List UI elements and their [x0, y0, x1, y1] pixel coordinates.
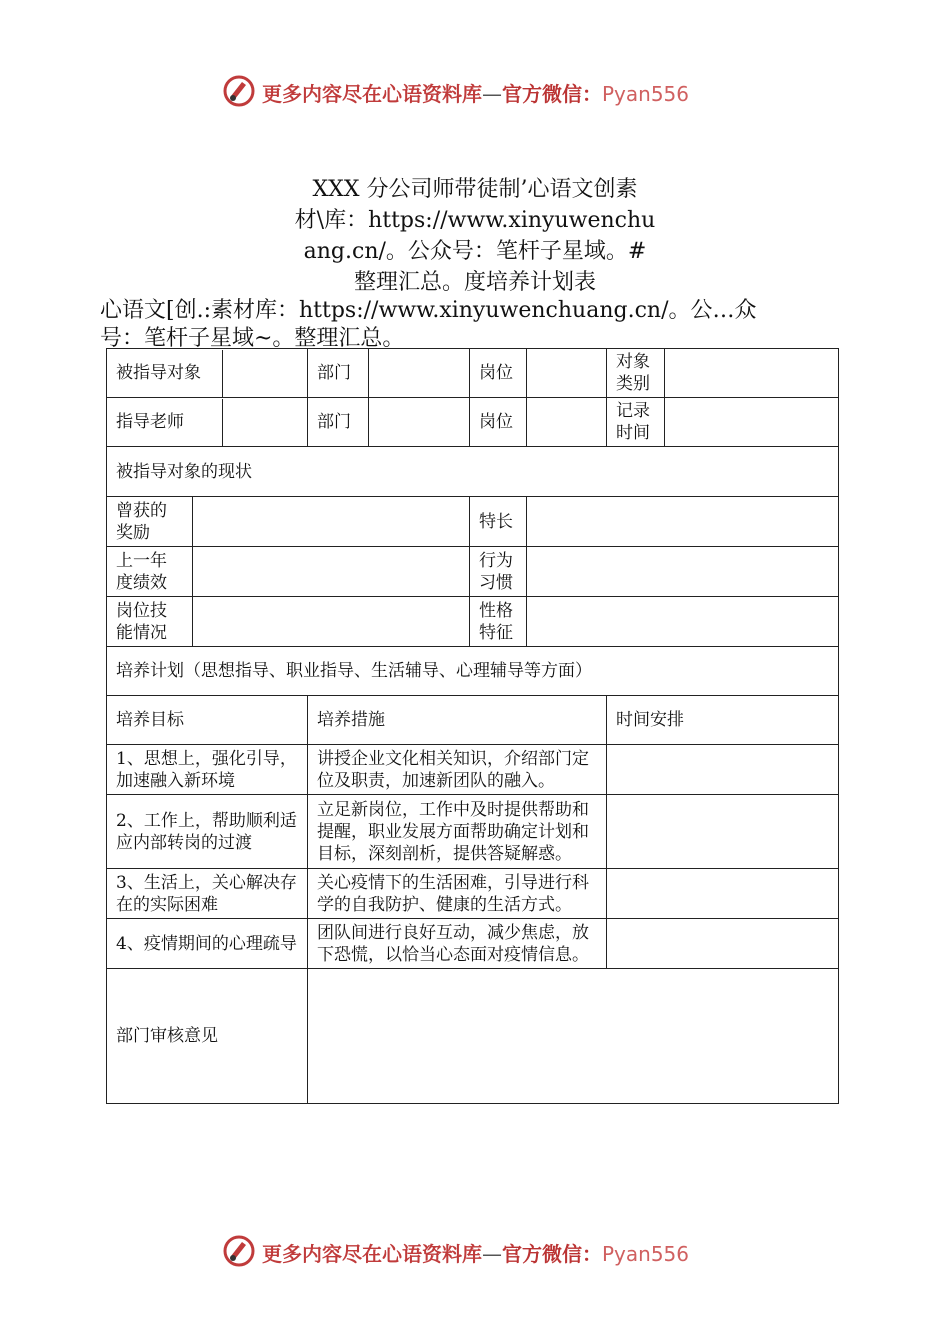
brand-logo-icon: [222, 1234, 256, 1268]
post-label: 岗位: [470, 398, 527, 447]
skills-value[interactable]: [193, 597, 470, 647]
dept-label: 部门: [308, 349, 369, 398]
plan-time[interactable]: [607, 745, 839, 795]
title-line-4: 整理汇总。度培养计划表: [353, 270, 596, 295]
plan-goal: 1、思想上，强化引导，加速融入新环境: [107, 745, 308, 795]
info-row-trainee: [107, 349, 839, 398]
personality-label: 性格 特征: [470, 597, 527, 647]
bottom-banner: [0, 1232, 950, 1272]
post-value[interactable]: [527, 398, 607, 447]
behavior-value[interactable]: [527, 547, 839, 597]
trainee-label: 被指导对象: [107, 350, 223, 397]
review-row: [107, 969, 839, 1104]
specialty-value[interactable]: [527, 497, 839, 547]
plan-header: 培养计划（思想指导、职业指导、生活辅导、心理辅导等方面）: [107, 647, 839, 696]
performance-value[interactable]: [193, 547, 470, 597]
title-line-1: XXX 分公司师带徒制’心语文创素: [312, 177, 638, 202]
mentor-value[interactable]: [223, 399, 307, 446]
title-line-2: 材\库：https://www.xinyuwenchu: [294, 208, 656, 233]
specialty-label: 特长: [470, 497, 527, 547]
record-time-value[interactable]: [665, 398, 839, 447]
time-column-header: 时间安排: [607, 696, 839, 745]
status-row: [107, 547, 839, 597]
plan-time[interactable]: [607, 795, 839, 869]
plan-measure: 团队间进行良好互动，减少焦虑，放下恐慌，以恰当心态面对疫情信息。: [308, 919, 607, 969]
plan-goal: 4、疫情期间的心理疏导: [107, 919, 308, 969]
plan-goal: 2、工作上，帮助顺利适应内部转岗的过渡: [107, 795, 308, 869]
plan-row: [107, 745, 839, 795]
plan-row: [107, 869, 839, 919]
brand-logo-icon: [222, 74, 256, 108]
info-row-mentor: [107, 398, 839, 447]
personality-value[interactable]: [527, 597, 839, 647]
status-row: [107, 597, 839, 647]
dept-value[interactable]: [369, 398, 470, 447]
review-value[interactable]: [308, 969, 839, 1104]
plan-goal: 3、生活上，关心解决存在的实际困难: [107, 869, 308, 919]
dept-value[interactable]: [369, 349, 470, 398]
plan-row: [107, 919, 839, 969]
plan-time[interactable]: [607, 869, 839, 919]
post-label: 岗位: [470, 349, 527, 398]
plan-measure: 立足新岗位，工作中及时提供帮助和提醒，职业发展方面帮助确定计划和目标，深刻剖析，提供答疑解惑。: [308, 795, 607, 869]
behavior-label: 行为 习惯: [470, 547, 527, 597]
category-label: 对象 类别: [607, 349, 665, 398]
top-banner: [0, 72, 950, 112]
status-header: 被指导对象的现状: [107, 447, 839, 497]
title-line-3: ang.cn/。公众号：笔杆子星域。#: [303, 239, 647, 264]
subtitle-line-1: 心语文[创.:素材库：https://www.xinyuwenchuang.cn/。公…众: [100, 298, 757, 323]
banner-text: 更多内容尽在心语资料库—官方微信：Pyan556: [262, 82, 690, 106]
goal-column-header: 培养目标: [107, 696, 308, 745]
dept-label: 部门: [308, 398, 369, 447]
trainee-value[interactable]: [223, 350, 307, 397]
record-time-label: 记录 时间: [607, 398, 665, 447]
subtitle-line-2: 号：笔杆子星域~。整理汇总。: [100, 326, 405, 351]
plan-measure: 关心疫情下的生活困难，引导进行科学的自我防护、健康的生活方式。: [308, 869, 607, 919]
skills-label: 岗位技 能情况: [107, 597, 193, 647]
status-row: [107, 497, 839, 547]
review-label: 部门审核意见: [107, 969, 308, 1104]
performance-label: 上一年 度绩效: [107, 547, 193, 597]
post-value[interactable]: [527, 349, 607, 398]
measure-column-header: 培养措施: [308, 696, 607, 745]
training-plan-table: [106, 348, 839, 1104]
category-value[interactable]: [665, 349, 839, 398]
plan-columns-row: [107, 696, 839, 745]
mentor-label: 指导老师: [107, 399, 223, 446]
awards-label: 曾获的 奖励: [107, 497, 193, 547]
plan-time[interactable]: [607, 919, 839, 969]
plan-measure: 讲授企业文化相关知识，介绍部门定位及职责，加速新团队的融入。: [308, 745, 607, 795]
banner-text: 更多内容尽在心语资料库—官方微信：Pyan556: [262, 1242, 690, 1266]
awards-value[interactable]: [193, 497, 470, 547]
plan-row: [107, 795, 839, 869]
